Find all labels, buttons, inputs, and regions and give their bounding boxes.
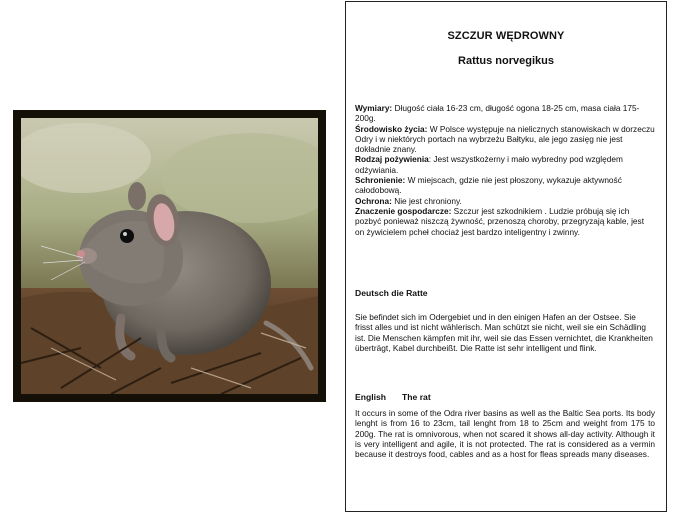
habitat-label: Środowisko życia: bbox=[355, 123, 428, 134]
economic-paragraph bbox=[355, 206, 655, 237]
polish-description bbox=[355, 103, 655, 237]
english-heading-language: English bbox=[355, 392, 387, 402]
protection-label: Ochrona: bbox=[355, 195, 392, 206]
protection-paragraph bbox=[355, 196, 655, 206]
habitat-paragraph bbox=[355, 124, 655, 155]
english-heading-title: The rat bbox=[402, 392, 431, 402]
dimensions-text: Długość ciała 16-23 cm, długość ogona 18-25 cm, masa ciała 175-200g. bbox=[355, 103, 640, 124]
species-title: SZCZUR WĘDROWNY bbox=[447, 30, 565, 42]
dimensions-label: Wymiary: bbox=[355, 103, 393, 113]
diet-paragraph bbox=[355, 154, 655, 175]
rat-photo bbox=[13, 110, 326, 402]
habitat-text: W Polsce występuje na nielicznych stanowiskach w dorzeczu Odry i w niektórych portach na wybrzeżu Bałtyku, ale jego zasięg nie jest dokładnie znany. bbox=[355, 123, 655, 155]
diet-text: : Jest wszystkożerny i mało wybredny pod względem odżywiania. bbox=[355, 154, 623, 175]
german-heading: Deutsch die Ratte bbox=[355, 288, 428, 298]
dimensions-paragraph bbox=[355, 103, 655, 124]
latin-name: Rattus norvegikus bbox=[458, 55, 554, 67]
diet-label: Rodzaj pożywienia bbox=[355, 154, 429, 165]
german-text: Sie befindet sich im Odergebiet und in den einigen Hafen an der Ostsee. Sie frisst alles und ist nicht wählerisch. Man schützt sie nicht, weil sie ein Schädling ist. Die Menschen kämpfen mit ihr, weil sie das Essen vernichtet, die Krankheiten überträgt, Kabel durchbeißt. Die Ratte ist sehr intelligent und flink. bbox=[355, 312, 653, 353]
rat-photo-image bbox=[21, 118, 318, 394]
economic-text: Szczur jest szkodnikiem . Ludzie próbują się ich pozbyć ponieważ niszczą żywność, przenoszą choroby, przegryzają kable, jest on żywicielem pcheł chociaż jest bardzo inteligentny i zwinny. bbox=[355, 205, 644, 237]
shelter-text: W miejscach, gdzie nie jest płoszony, wykazuje aktywność całodobową. bbox=[355, 175, 622, 196]
economic-label: Znaczenie gospodarcze: bbox=[355, 205, 452, 216]
english-heading bbox=[355, 392, 655, 402]
english-text: It occurs in some of the Odra river basins as well as the Baltic Sea ports. Its body lenght is from 16 to 23cm, tail lenght from 18 to 25cm and weight from 175 to 200g. The rat is omnivorous, when not scared it shows all-day activity. Although it is very intelligent and agile, it is not protected. The rat is considered as a vermin because it destroys food, cables and as a host for fleas spreads many diseases. bbox=[355, 408, 655, 460]
species-info-card bbox=[345, 1, 667, 512]
shelter-label: Schronienie: bbox=[355, 175, 406, 186]
shelter-paragraph bbox=[355, 175, 655, 196]
protection-text: Nie jest chroniony. bbox=[391, 195, 462, 206]
